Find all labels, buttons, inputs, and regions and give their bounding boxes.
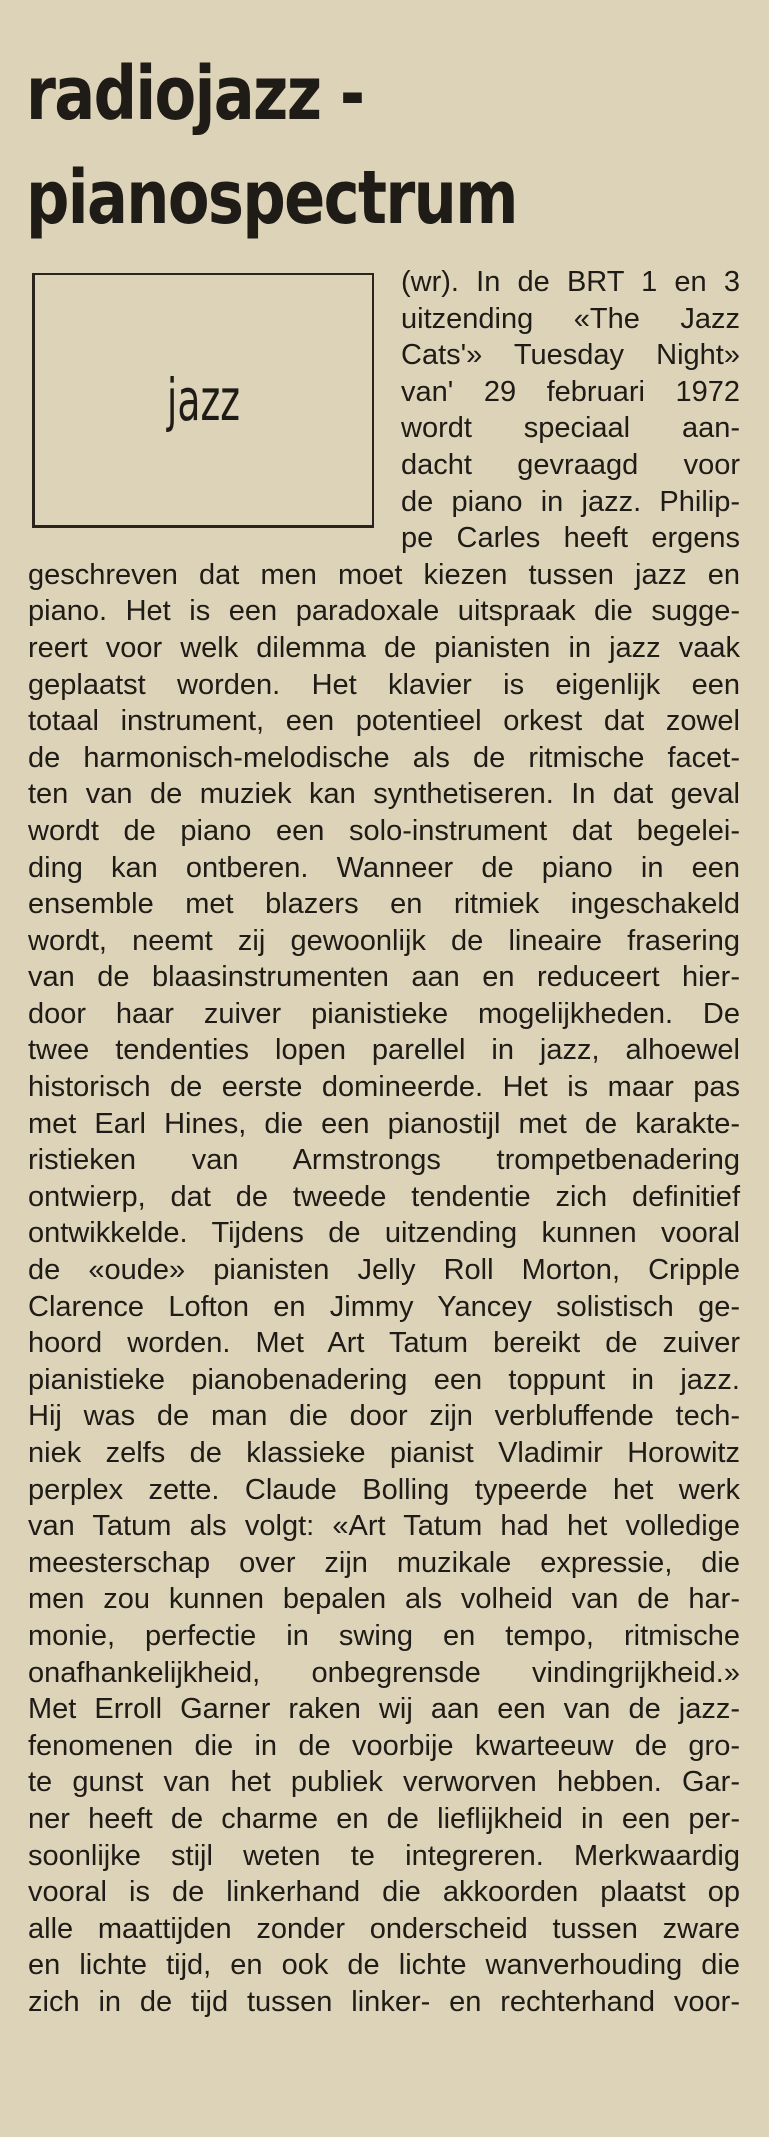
body-line: onafhankelijkheid, onbegrensde vindingrijkheid.» [28,1656,740,1689]
body-line: door haar zuiver pianistieke mogelijkheden. De [28,997,740,1030]
body-line: totaal instrument, een potentieel orkest dat zowel [28,705,740,738]
body-line: alle maattijden zonder onderscheid tussen zware [28,1912,740,1945]
body-line: reert voor welk dilemma de pianisten in jazz vaak [28,631,740,664]
body-line: historisch de eerste domineerde. Het is maar pas [28,1071,740,1104]
body-line: geplaatst worden. Het klavier is eigenlijk een [28,668,740,701]
body-line: wordt, neemt zij gewoonlijk de lineaire frasering [28,924,740,957]
body-line: perplex zette. Claude Bolling typeerde het werk [28,1473,740,1506]
body-line: Met Erroll Garner raken wij aan een van de jazz- [28,1693,740,1726]
body-line: Cats'» Tuesday Night» [401,339,740,372]
body-line: van' 29 februari 1972 [401,375,740,408]
article-title [26,42,517,250]
body-line: pianistieke pianobenadering een toppunt in jazz. [28,1363,740,1396]
body-line: de piano in jazz. Philip- [401,485,740,518]
body-line: men zou kunnen bepalen als volheid van de har- [28,1583,740,1616]
body-line: ristieken van Armstrongs trompetbenadering [28,1144,740,1177]
body-line: twee tendenties lopen parellel in jazz, alhoewel [28,1034,740,1067]
body-line: ten van de muziek kan synthetiseren. In dat geval [28,778,740,811]
body-line: de harmonisch-melodische als de ritmische facet- [28,741,740,774]
title-line-2: pianospectrum [26,155,517,241]
body-line: zich in de tijd tussen linker- en rechterhand voor- [28,1985,740,2018]
body-line: (wr). In de BRT 1 en 3 [401,266,740,298]
body-line: vooral is de linkerhand die akkoorden plaatst op [28,1876,740,1909]
body-line: wordt speciaal aan- [401,412,740,445]
logo-text: jazz [166,366,241,434]
body-line: ontwikkelde. Tijdens de uitzending kunnen vooral [28,1217,740,1250]
body-line: soonlijke stijl weten te integreren. Merkwaardig [28,1839,740,1872]
body-line: meesterschap over zijn muzikale expressie, die [28,1546,740,1579]
body-line: monie, perfectie in swing en tempo, ritmische [28,1619,740,1652]
body-line: ner heeft de charme en de lieflijkheid in een per- [28,1802,740,1835]
body-line: Hij was de man die door zijn verbluffende tech- [28,1400,740,1433]
body-line: geschreven dat men moet kiezen tussen jazz en [28,558,740,591]
body-line: Clarence Lofton en Jimmy Yancey solistisch ge- [28,1290,740,1323]
body-line: van Tatum als volgt: «Art Tatum had het volledige [28,1510,740,1543]
body-line: wordt de piano een solo-instrument dat begelei- [28,814,740,847]
body-line: hoord worden. Met Art Tatum bereikt de zuiver [28,1327,740,1360]
body-line: en lichte tijd, en ook de lichte wanverhouding die [28,1949,740,1982]
body-line: van de blaasinstrumenten aan en reduceert hier- [28,961,740,994]
title-line-1: radiojazz - [26,51,364,137]
body-line: de «oude» pianisten Jelly Roll Morton, Cripple [28,1254,740,1287]
body-line: uitzending «The Jazz [401,302,740,335]
body-line: met Earl Hines, die een pianostijl met de karakte- [28,1107,740,1140]
body-line: te gunst van het publiek verworven hebben. Gar- [28,1766,740,1799]
body-line: piano. Het is een paradoxale uitspraak die sugge- [28,595,740,628]
body-line: ensemble met blazers en ritmiek ingeschakeld [28,888,740,921]
body-line: niek zelfs de klassieke pianist Vladimir Horowitz [28,1437,740,1469]
article-body [28,264,740,2021]
body-line: ding kan ontberen. Wanneer de piano in een [28,851,740,884]
body-line: fenomenen die in de voorbije kwarteeuw de gro- [28,1729,740,1762]
body-line: pe Carles heeft ergens [401,522,740,555]
body-line: ontwierp, dat de tweede tendentie zich definitief [28,1180,740,1213]
body-line: dacht gevraagd voor [401,448,740,481]
